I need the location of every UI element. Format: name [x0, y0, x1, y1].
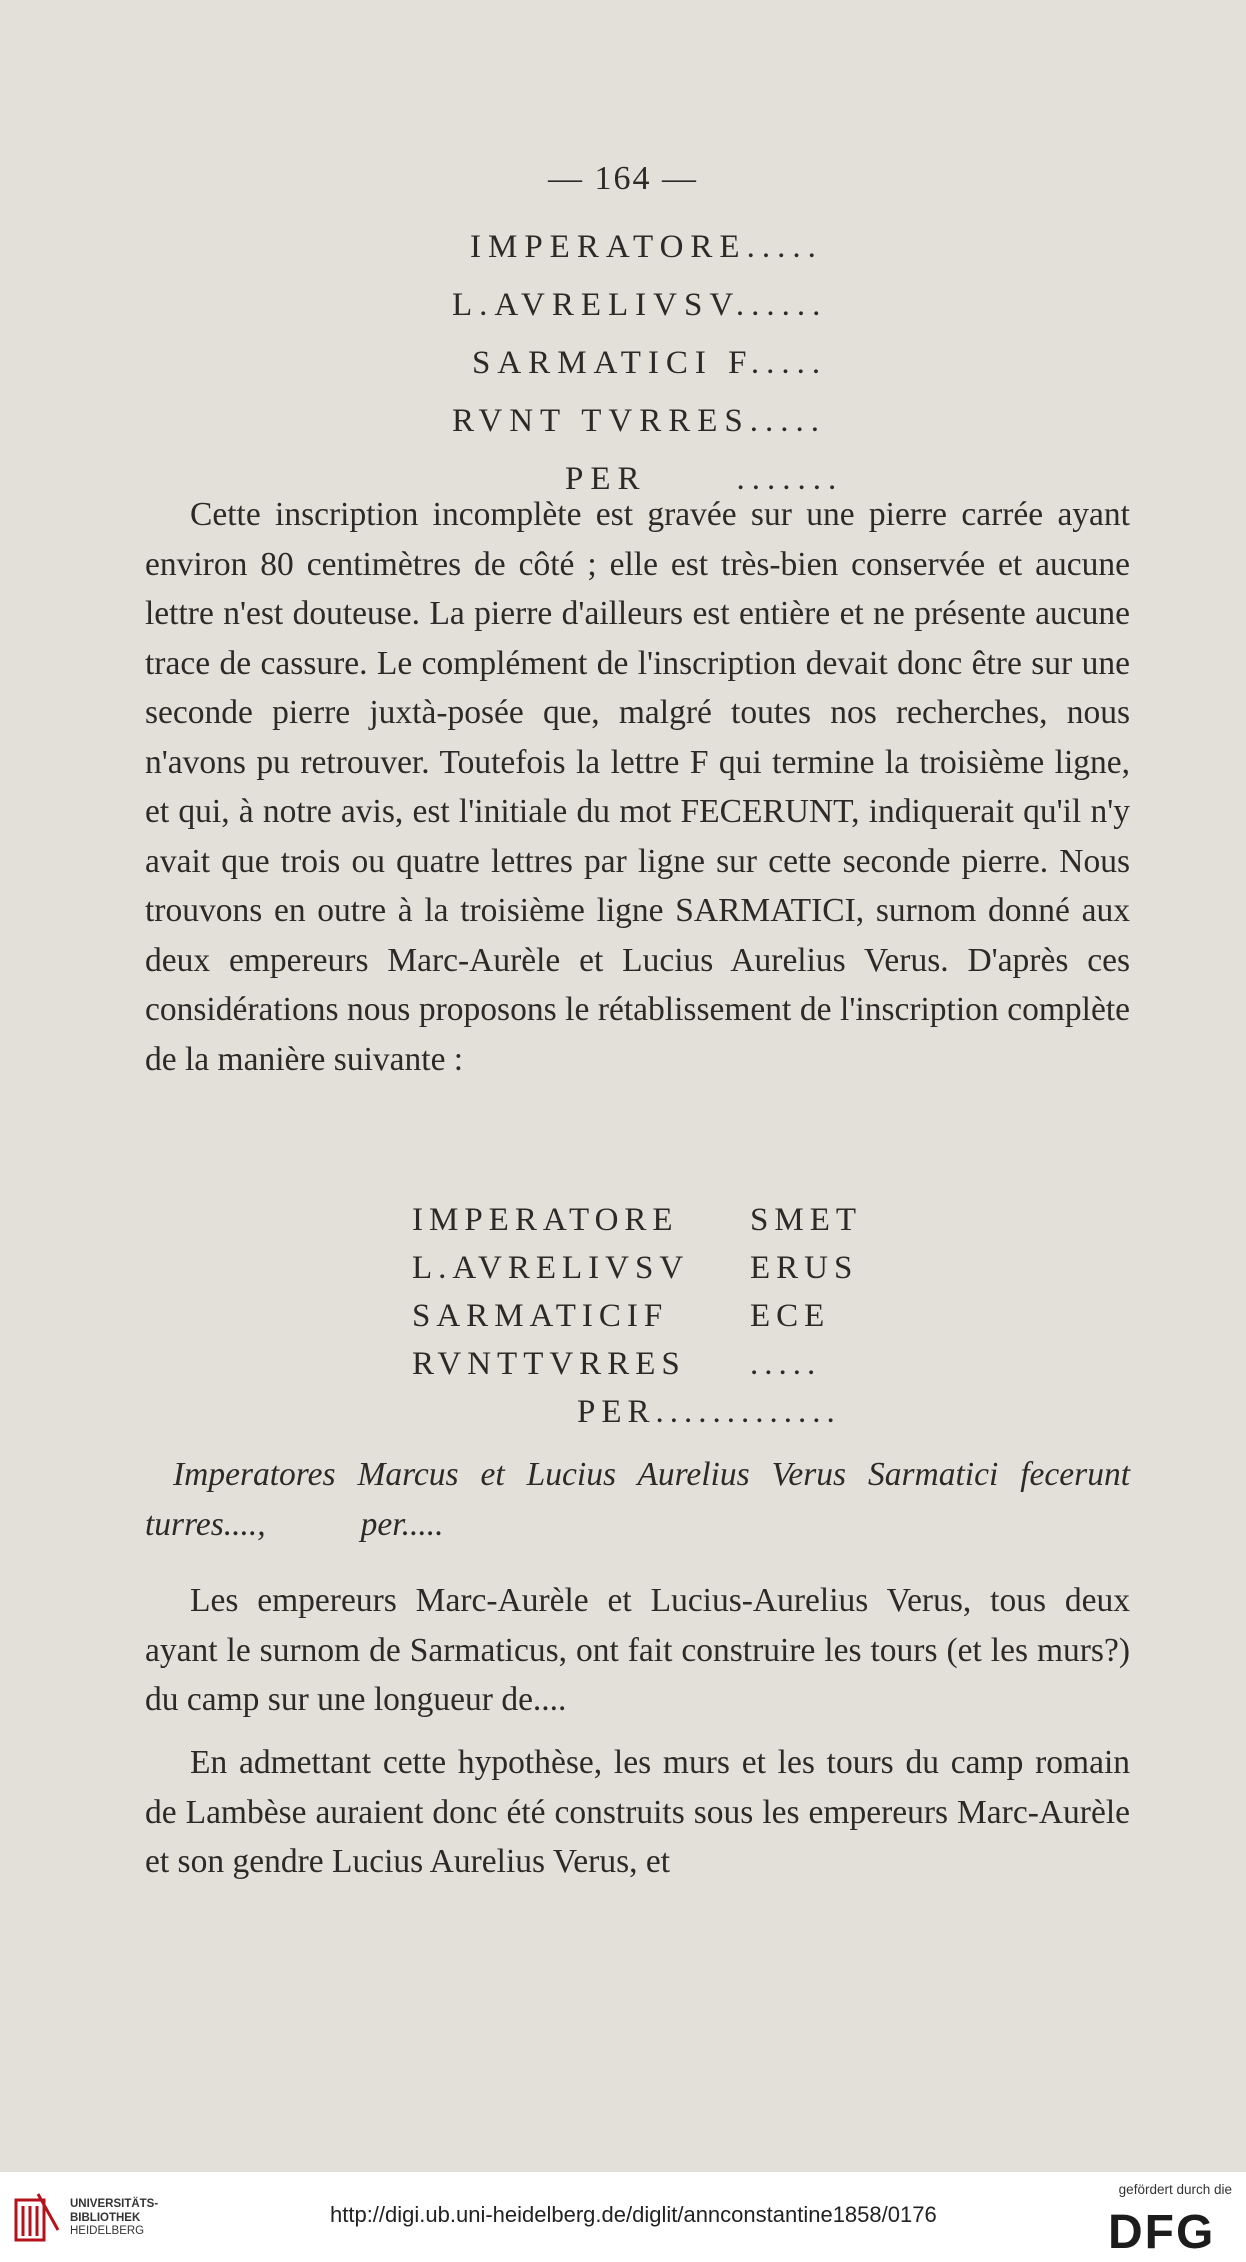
inscription-right: .....: [750, 1346, 822, 1382]
latin-part-1: Imperatores Marcus et Lucius Aurelius Verus Sarmatici fecerunt turres....,: [145, 1456, 1130, 1543]
inscription-right: ERUS: [750, 1250, 859, 1286]
inscription-row: [412, 1196, 862, 1244]
paragraph-text: Cette inscription incomplète est gravée sur une pierre carrée ayant environ 80 centimètres de côté ; elle est très-bien conservée et aucune lettre n'est douteuse. La pierre d'ailleurs est entière et ne présente aucune trace de cassure. Le complément de l'inscription devait donc être sur une seconde pierre juxtà-posée que, malgré toutes nos recherches, nous n'avons pu retrouver. Toutefois la lettre F qui termine la troisième ligne, et qui, à notre avis, est l'initiale du mot FECERUNT, indiquerait qu'il n'y avait que trois ou quatre lettres par ligne sur cette seconde pierre. Nous trouvons en outre à la troisième ligne SARMATICI, surnom donné aux deux empereurs Marc-Aurèle et Lucius Aurelius Verus. D'après ces considérations nous proposons le rétablissement de l'inscription complète de la manière suivante :: [145, 496, 1130, 1078]
latin-text: [145, 1450, 1130, 1550]
inscription-left: L.AVRELIVSV: [412, 1250, 690, 1286]
latin-part-2: per.....: [360, 1506, 444, 1543]
inscription-word: PER: [565, 461, 647, 497]
inscription-line: IMPERATORE.....: [470, 229, 823, 265]
paragraph-description: [145, 490, 1130, 1084]
inscription-line: RVNT TVRRES.....: [452, 403, 827, 439]
inscription-row: [412, 1292, 862, 1340]
inscription-right: SMET: [750, 1202, 863, 1238]
dfg-logo-icon: [1104, 2204, 1234, 2254]
inscription-restored: [412, 1196, 862, 1436]
page-number: — 164 —: [548, 160, 698, 197]
digitization-footer: [0, 2172, 1246, 2262]
inscription-row: [412, 1244, 862, 1292]
library-name-line: UNIVERSITÄTS-: [70, 2198, 159, 2210]
paragraph-text: En admettant cette hypothèse, les murs et les tours du camp romain de Lambèse auraient donc été construits sous les empereurs Marc-Aurèle et son gendre Lucius Aurelius Verus, et: [145, 1744, 1130, 1880]
dfg-logo-text: DFG: [1108, 2206, 1216, 2254]
library-name-line: HEIDELBERG: [70, 2225, 145, 2237]
inscription-row: [412, 1388, 862, 1436]
paragraph-translation: [145, 1576, 1130, 1725]
inscription-left: SARMATICIF: [412, 1298, 669, 1334]
inscription-last: PER.............: [577, 1394, 841, 1430]
library-name: [70, 2198, 158, 2239]
inscription-left: IMPERATORE: [412, 1202, 679, 1238]
inscription-row: [412, 1340, 862, 1388]
paragraph-text: Les empereurs Marc-Aurèle et Lucius-Aurelius Verus, tous deux ayant le surnom de Sarmaticus, ont fait construire les tours (et les murs?) du camp sur une longueur de....: [145, 1582, 1130, 1718]
paragraph-hypothesis: [145, 1738, 1130, 1887]
university-library-logo-icon: [14, 2192, 60, 2246]
inscription-line: SARMATICI F.....: [472, 345, 828, 381]
inscription-dots: .......: [736, 461, 844, 497]
inscription-fragment: [380, 218, 880, 508]
funding-note: gefördert durch die: [1118, 2182, 1232, 2197]
inscription-right: ECE: [750, 1298, 831, 1334]
latin-reading: [145, 1450, 1130, 1550]
permalink-url[interactable]: http://digi.ub.uni-heidelberg.de/diglit/annconstantine1858/0176: [330, 2202, 937, 2227]
library-name-line: BIBLIOTHEK: [70, 2211, 141, 2224]
inscription-left: RVNTTVRRES: [412, 1346, 686, 1382]
inscription-line: L.AVRELIVSV......: [452, 287, 828, 323]
